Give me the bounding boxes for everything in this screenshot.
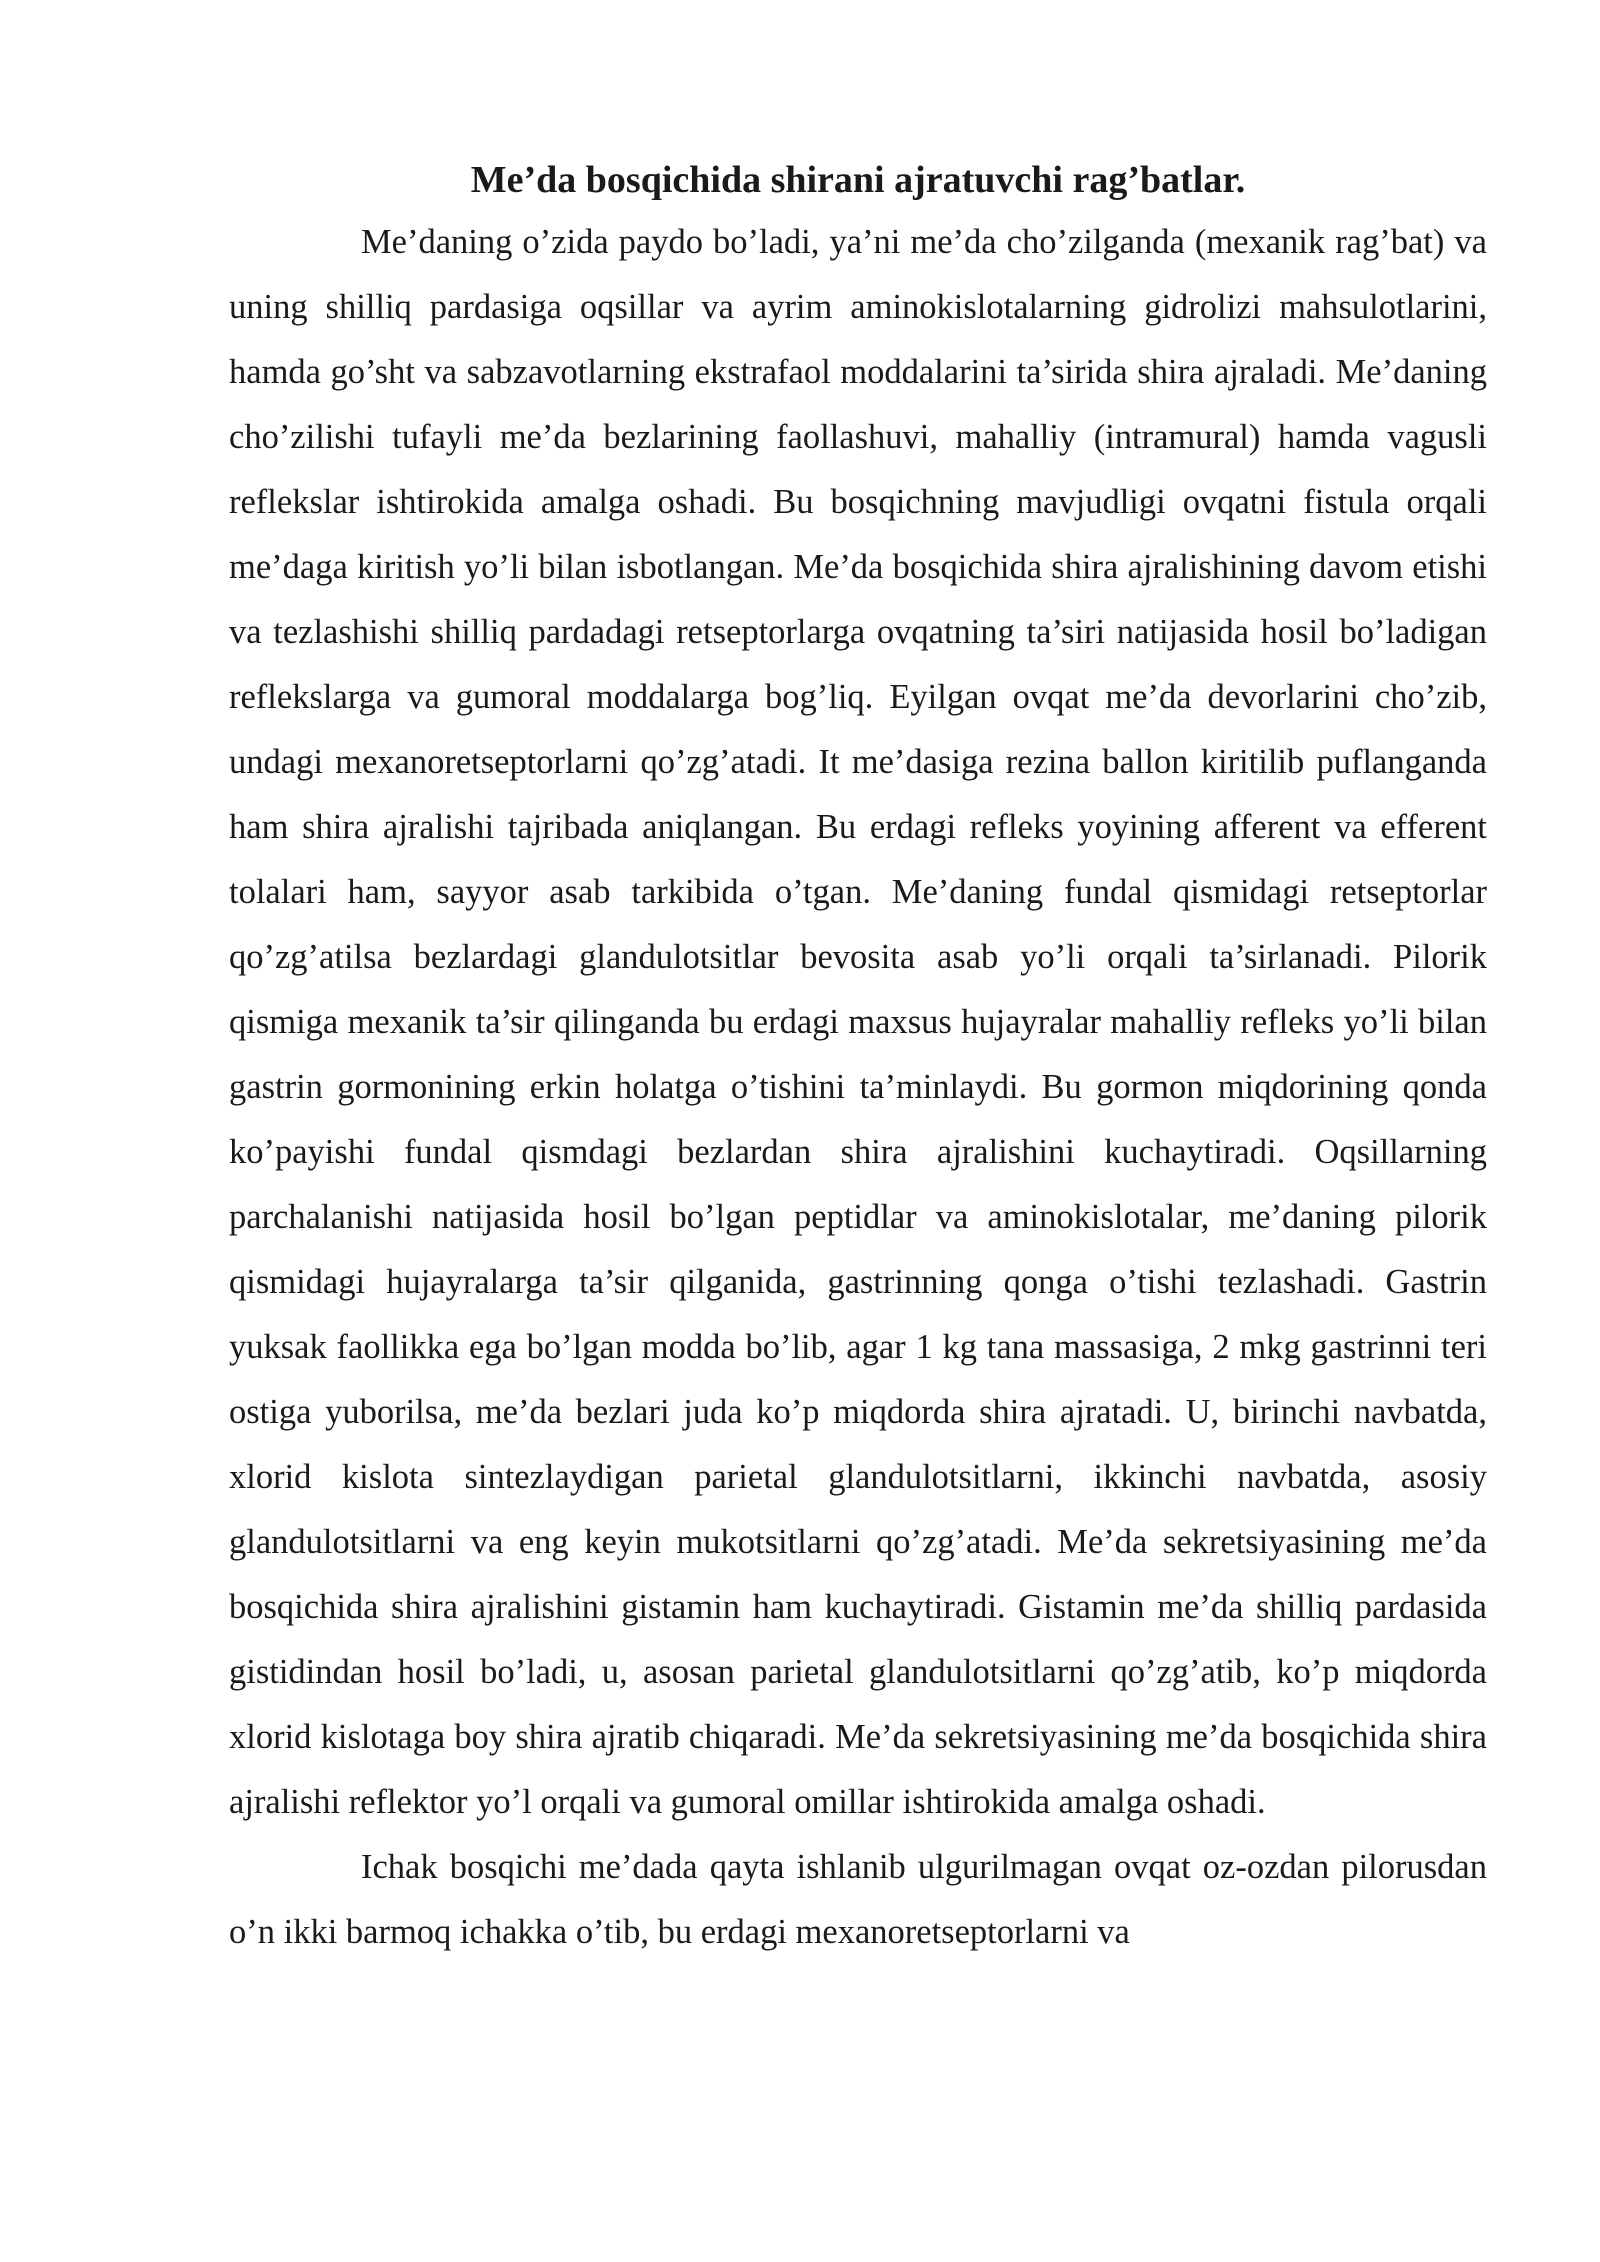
paragraph-intestinal-phase: Ichak bosqichi me’dada qayta ishlanib ulgurilmagan ovqat oz-ozdan pilorusdan o’n ikki barmoq ichakka o’tib, bu erdagi mexanoretseptorlarni va bbox=[229, 1848, 1487, 1951]
document-title: Me’da bosqichida shirani ajratuvchi rag’batlar. bbox=[470, 159, 1246, 201]
paragraph-gastric-phase: Me’daning o’zida paydo bo’ladi, ya’ni me’da cho’zilganda (mexanik rag’bat) va uning shilliq pardasiga oqsillar va ayrim aminokislotalarning gidrolizi mahsulotlarini, hamda go’sht va sabzavotlarning ekstrafaol moddalarini ta’sirida shira ajraladi. Me’daning cho’zilishi tufayli me’da bezlarining faollashuvi, mahalliy (intramural) hamda vagusli reflekslar ishtirokida amalga oshadi. Bu bosqichning mavjudligi ovqatni fistula orqali me’daga kiritish yo’li bilan isbotlangan. Me’da bosqichida shira ajralishining davom etishi va tezlashishi shilliq pardadagi retseptorlarga ovqatning ta’siri natijasida hosil bo’ladigan reflekslarga va gumoral moddalarga bog’liq. Eyilgan ovqat me’da devorlarini cho’zib, undagi mexanoretseptorlarni qo’zg’atadi. It me’dasiga rezina ballon kiritilib puflanganda ham shira ajralishi tajribada aniqlangan. Bu erdagi refleks yoyining afferent va efferent tolalari ham, sayyor asab tarkibida o’tgan. Me’daning fundal qismidagi retseptorlar qo’zg’atilsa bezlardagi glandulotsitlar bevosita asab yo’li orqali ta’sirlanadi. Pilorik qismiga mexanik ta’sir qilinganda bu erdagi maxsus hujayralar mahalliy refleks yo’li bilan gastrin gormonining erkin holatga o’tishini ta’minlaydi. Bu gormon miqdorining qonda ko’payishi fundal qismdagi bezlardan shira ajralishini kuchaytiradi. Oqsillarning parchalanishi natijasida hosil bo’lgan peptidlar va aminokislotalar, me’daning pilorik qismidagi hujayralarga ta’sir qilganida, gastrinning qonga o’tishi tezlashadi. Gastrin yuksak faollikka ega bo’lgan modda bo’lib, agar 1 kg tana massasiga, 2 mkg gastrinni teri ostiga yuborilsa, me’da bezlari juda ko’p miqdorda shira ajratadi. U, birinchi navbatda, xlorid kislota sintezlaydigan parietal glandulotsitlarni, ikkinchi navbatda, asosiy glandulotsitlarni va eng keyin mukotsitlarni qo’zg’atadi. Me’da sekretsiyasining me’da bosqichida shira ajralishini gistamin ham kuchaytiradi. Gistamin me’da shilliq pardasida gistidindan hosil bo’ladi, u, asosan parietal glandulotsitlarni qo’zg’atib, ko’p miqdorda xlorid kislotaga boy shira ajratib chiqaradi. Me’da sekretsiyasining me’da bosqichida shira ajralishi reflektor yo’l orqali va gumoral omillar ishtirokida amalga oshadi. bbox=[229, 223, 1487, 1821]
document-body bbox=[229, 150, 1487, 1965]
